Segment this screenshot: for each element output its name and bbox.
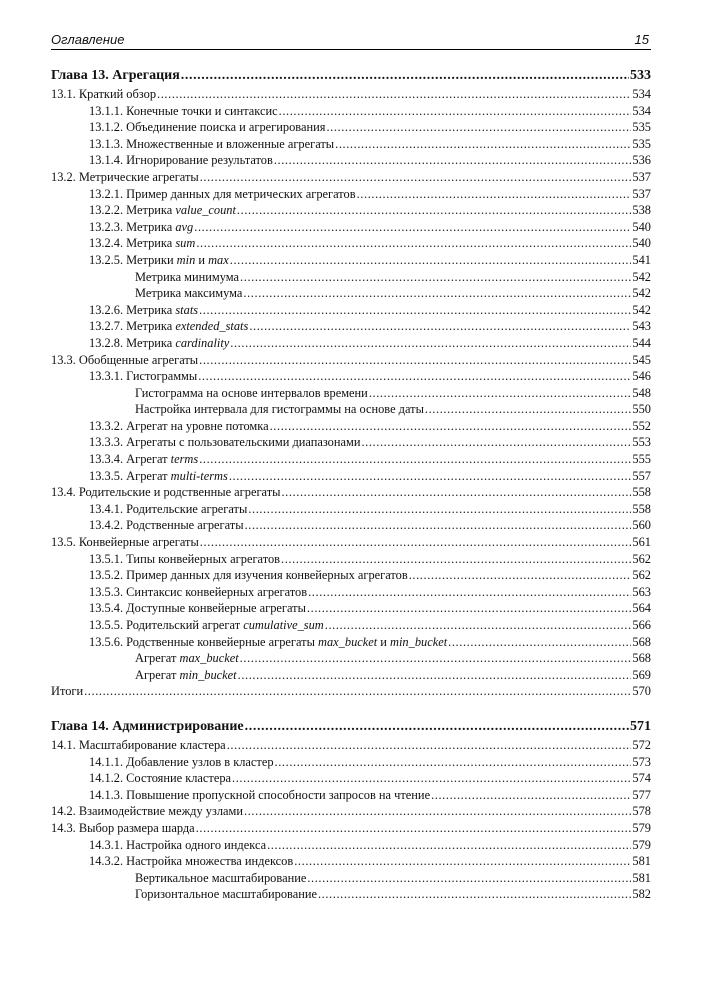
toc-entry-title: 13.5.3. Синтаксис конвейерных агрегатов [89,584,308,599]
toc-page-number: 542 [632,286,651,301]
toc-page-number: 560 [632,518,651,533]
toc-page-number: 557 [632,468,651,483]
dot-leader [326,119,631,136]
dot-leader [199,451,631,468]
toc-entry-title: 14.3.1. Настройка одного индекса [89,837,267,852]
toc-entry-title: 13.1.4. Игнорирование результатов [89,153,273,168]
toc-entry-title: 13.2.7. Метрика extended_stats [89,319,249,334]
toc-entry-title: 14.1.2. Состояние кластера [89,771,232,786]
toc-entry-title: 14.2. Взаимодействие между узлами [51,804,244,819]
toc-page-number: 535 [632,120,651,135]
toc-entry-title: Глава 14. Администрирование [51,718,244,734]
dot-leader [245,717,629,737]
dot-leader [249,318,631,335]
dot-leader [200,169,632,186]
toc-entry-title: Итоги [51,684,84,699]
toc-entry [51,401,651,418]
toc-entry-title: 13.1.2. Объединение поиска и агрегирования [89,120,326,135]
toc-entry [51,169,651,186]
dot-leader [369,385,632,402]
toc-page-number: 581 [632,870,651,885]
toc-page-number: 578 [632,804,651,819]
toc-page-number: 582 [632,887,651,902]
dot-leader [240,650,632,667]
toc-page-number: 577 [632,787,651,802]
toc-page-number: 579 [632,837,651,852]
section-gap [51,700,651,717]
dot-leader [448,634,631,651]
toc-entry-title: 13.1.1. Конечные точки и синтаксис [89,103,278,118]
toc-entry-title: 14.1. Масштабирование кластера [51,737,226,752]
toc-page-number: 552 [632,418,651,433]
dot-leader [237,202,631,219]
toc-page-number: 568 [632,651,651,666]
toc-entry [51,770,651,787]
toc-entry-title: 13.1. Краткий обзор [51,87,157,101]
toc-page-number: 535 [632,136,651,151]
toc-entry-title: Метрика минимума [135,269,240,284]
toc-page-number: 571 [630,718,651,734]
toc-page-number: 542 [632,302,651,317]
toc-page-number: 555 [632,452,651,467]
dot-leader [232,770,631,787]
toc-page-number: 536 [632,153,651,168]
dot-leader [240,269,631,286]
toc-entry [51,335,651,352]
dot-leader [270,418,632,435]
toc-entry-title: 13.5.6. Родственные конвейерные агрегаты max_bucket и min_bucket [89,634,448,649]
dot-leader [229,468,632,485]
toc-page-number: 540 [632,219,651,234]
toc-page-number: 553 [632,435,651,450]
toc-entry [51,617,651,634]
toc-page-number: 543 [632,319,651,334]
toc-page-number: 569 [632,667,651,682]
toc-entry [51,870,651,887]
toc-entry-title: Настройка интервала для гистограммы на основе даты [135,402,424,417]
toc-entry-title: 13.1.3. Множественные и вложенные агрегаты [89,136,335,151]
toc-page-number: 548 [632,385,651,400]
toc-page-number: 542 [632,269,651,284]
dot-leader [227,737,632,754]
toc-entry-title: 13.3. Обобщенные агрегаты [51,352,199,367]
toc-page-number: 558 [632,501,651,516]
toc-entry-title: 13.3.1. Гистограммы [89,369,198,384]
toc-page-number: 570 [632,684,651,699]
toc-entry-title: 14.3.2. Настройка множества индексов [89,854,294,869]
toc-page-number: 561 [632,535,651,550]
toc-entry-title: 14.3. Выбор размера шарда [51,820,195,835]
dot-leader [200,534,632,551]
toc-entry-title: 13.3.2. Агрегат на уровне потомка [89,418,269,433]
dot-leader [230,252,632,269]
toc-entry-title: Метрика максимума [135,286,243,301]
toc-page-number: 550 [632,402,651,417]
toc-entry [51,501,651,518]
toc-entry [51,103,651,120]
dot-leader [294,853,631,870]
toc-entry [51,667,651,684]
toc-entry [51,352,651,369]
dot-leader [230,335,631,352]
toc-page-number: 574 [632,771,651,786]
toc-entry [51,434,651,451]
toc-entry [51,152,651,169]
dot-leader [245,517,632,534]
toc-entry-title: Глава 13. Агрегация [51,68,180,83]
toc-entry [51,136,651,153]
toc-entry-title: 13.2.5. Метрики min и max [89,252,229,267]
toc-page-number: 537 [632,186,651,201]
toc-entry [51,683,651,700]
toc-entry [51,484,651,501]
dot-leader [281,551,631,568]
toc-entry [51,820,651,837]
toc-entry [51,219,651,236]
toc-entry [51,119,651,136]
toc-page-number: 566 [632,618,651,632]
toc-entry-title: Вертикальное масштабирование [135,870,307,885]
dot-leader [275,754,632,771]
toc-entry-title: 13.5.5. Родительский агрегат cumulative_sum [89,618,324,632]
dot-leader [199,302,631,319]
toc-entry [51,202,651,219]
toc-entry [51,517,651,534]
toc-entry-title: 13.3.3. Агрегаты с пользовательскими диапазонами [89,435,361,450]
toc-entry [51,451,651,468]
toc-page-number: 572 [632,737,651,752]
toc-entry-title: 13.3.4. Агрегат terms [89,452,199,467]
dot-leader [196,235,631,252]
toc-page-number: 538 [632,203,651,218]
toc-entry [51,754,651,771]
toc-page-number: 573 [632,754,651,769]
toc-entry-title: 13.2.6. Метрика stats [89,302,199,317]
toc-page-number: 563 [632,584,651,599]
toc-entry-title: 13.3.5. Агрегат multi-terms [89,468,228,483]
dot-leader [274,152,632,169]
toc-entry-title: 13.4. Родительские и родственные агрегаты [51,485,281,500]
toc-page-number: 581 [632,854,651,869]
toc-page-number: 568 [632,634,651,649]
toc-entry [51,269,651,286]
toc-entry [51,737,651,754]
toc-entry-title: 13.2.2. Метрика value_count [89,203,236,218]
toc-chapter [51,66,651,86]
dot-leader [243,285,631,302]
toc-entry [51,886,651,903]
toc-entry-title: 13.2. Метрические агрегаты [51,169,199,184]
toc-page-number: 541 [632,252,651,267]
dot-leader [198,368,631,385]
dot-leader [335,136,631,153]
toc-entry [51,235,651,252]
page-number: 15 [634,32,649,47]
dot-leader [431,787,631,804]
toc-entry [51,318,651,335]
dot-leader [196,820,632,837]
toc-entry [51,853,651,870]
toc-entry-title: 14.1.1. Добавление узлов в кластер [89,754,274,769]
toc-entry-title: 13.4.2. Родственные агрегаты [89,518,244,533]
toc-entry-title: 13.5.2. Пример данных для изучения конвейерных агрегатов [89,568,408,583]
dot-leader [308,584,631,601]
toc-entry-title: 13.5.4. Доступные конвейерные агрегаты [89,601,306,616]
toc-entry-title: 13.2.3. Метрика avg [89,219,194,234]
toc-chapter [51,717,651,737]
dot-leader [199,352,631,369]
toc-entry-title: Гистограмма на основе интервалов времени [135,385,368,400]
toc-entry-title: 13.2.4. Метрика sum [89,236,196,251]
dot-leader [157,86,631,103]
toc-entry [51,634,651,651]
toc-entry-title: 13.5. Конвейерные агрегаты [51,535,199,550]
toc-entry [51,418,651,435]
dot-leader [281,484,631,501]
toc-entry [51,186,651,203]
toc-page-number: 537 [632,169,651,184]
toc-entry [51,252,651,269]
toc-page-number: 564 [632,601,651,616]
dot-leader [307,870,631,887]
dot-leader [244,803,631,820]
page-header [51,31,651,50]
dot-leader [181,66,629,86]
toc-entry [51,584,651,601]
toc-page-number: 579 [632,820,651,835]
dot-leader [84,683,631,700]
toc-entry [51,803,651,820]
dot-leader [238,667,632,684]
toc-entry-title: 13.4.1. Родительские агрегаты [89,501,248,516]
toc-entry [51,837,651,854]
dot-leader [194,219,631,236]
toc-page-number: 562 [632,551,651,566]
toc-entry-title: Агрегат max_bucket [135,651,239,666]
dot-leader [409,567,632,584]
toc-entry [51,86,651,103]
toc-entry [51,285,651,302]
toc-entry-title: Горизонтальное масштабирование [135,887,317,902]
toc-entry [51,787,651,804]
toc-page-number: 558 [632,485,651,500]
toc-page-number: 534 [632,103,651,118]
toc-entry [51,567,651,584]
table-of-contents [51,66,651,903]
toc-entry [51,385,651,402]
dot-leader [267,837,631,854]
dot-leader [279,103,632,120]
toc-entry-title: Агрегат min_bucket [135,667,237,682]
toc-entry [51,368,651,385]
toc-entry-title: 13.2.1. Пример данных для метрических агрегатов [89,186,356,201]
toc-entry-title: 14.1.3. Повышение пропускной способности запросов на чтение [89,787,431,802]
toc-page-number: 533 [630,68,651,83]
dot-leader [248,501,631,518]
toc-page-number: 540 [632,236,651,251]
toc-entry-title: 13.2.8. Метрика cardinality [89,335,230,350]
toc-entry-title: 13.5.1. Типы конвейерных агрегатов [89,551,281,566]
toc-entry [51,650,651,667]
toc-entry [51,468,651,485]
toc-entry [51,551,651,568]
toc-page-number: 562 [632,568,651,583]
toc-page-number: 534 [632,87,651,101]
running-title: Оглавление [51,32,125,47]
toc-page-number: 544 [632,335,651,350]
toc-entry [51,302,651,319]
dot-leader [318,886,631,903]
dot-leader [425,401,632,418]
dot-leader [357,186,632,203]
dot-leader [307,600,631,617]
dot-leader [325,617,632,634]
toc-page-number: 546 [632,369,651,384]
toc-entry [51,600,651,617]
toc-entry [51,534,651,551]
toc-page-number: 545 [632,352,651,367]
dot-leader [361,434,631,451]
